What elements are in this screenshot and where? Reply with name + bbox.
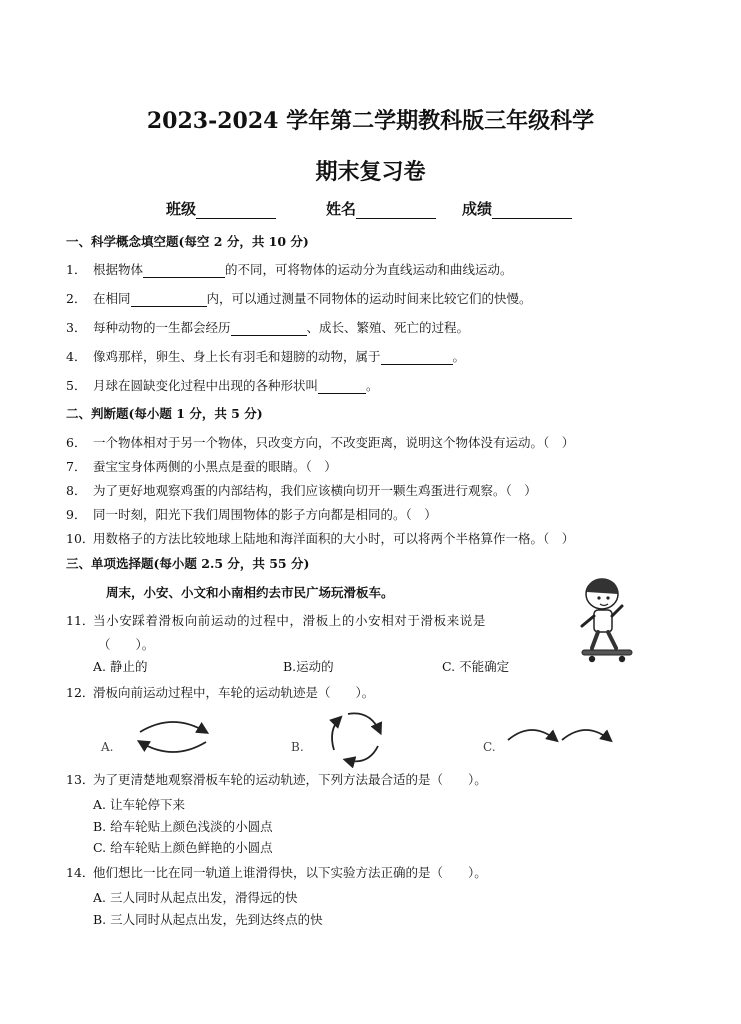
answer-blank[interactable] <box>318 393 366 394</box>
question-3: 3． 每种动物的一生都会经历 、成长、繁殖、死亡的过程。 <box>66 320 470 335</box>
title-line-2: 期末复习卷 <box>315 159 426 185</box>
q12-option-b-circle-arrows-icon[interactable] <box>326 708 386 768</box>
question-10: 10．用数格子的方法比较地球上陆地和海洋面积的大小时，可以将两个半格算作一格。（ ） <box>66 531 575 546</box>
q13-option-b[interactable]: B. 给车轮贴上颜色浅淡的小圆点 <box>93 819 273 834</box>
section-3-intro: 周末，小安、小文和小南相约去市民广场玩滑板车。 <box>106 585 394 600</box>
answer-blank[interactable] <box>131 306 207 307</box>
question-8: 8． 为了更好地观察鸡蛋的内部结构，我们应该横向切开一颗生鸡蛋进行观察。（ ） <box>66 483 537 498</box>
q12-label-a[interactable]: A. <box>101 740 114 754</box>
question-9: 9． 同一时刻，阳光下我们周围物体的影子方向都是相同的。（ ） <box>66 507 437 522</box>
question-4: 4． 像鸡那样，卵生、身上长有羽毛和翅膀的动物，属于 。 <box>66 349 466 364</box>
q12-option-a-ellipse-arrows-icon[interactable] <box>128 716 218 756</box>
question-12: 12．滑板向前运动过程中，车轮的运动轨迹是（ ）。 <box>66 685 375 700</box>
section-1-heading: 一、科学概念填空题(每空 2 分，共 10 分) <box>66 234 309 249</box>
section-3-heading: 三、单项选择题(每小题 2.5 分，共 55 分) <box>66 556 310 571</box>
answer-blank[interactable] <box>231 335 307 336</box>
question-11-continuation: （ ）。 <box>98 637 155 652</box>
q12-label-c[interactable]: C. <box>483 740 496 754</box>
question-2: 2． 在相同 内，可以通过测量不同物体的运动时间来比较它们的快慢。 <box>66 291 532 306</box>
score-label: 成绩 <box>462 200 493 218</box>
score-field <box>462 198 572 219</box>
q11-option-c[interactable]: C. 不能确定 <box>442 659 510 674</box>
question-13: 13．为了更清楚地观察滑板车轮的运动轨迹，下列方法最合适的是（ ）。 <box>66 772 487 787</box>
q14-option-b[interactable]: B. 三人同时从起点出发，先到达终点的快 <box>93 912 323 927</box>
question-6: 6． 一个物体相对于另一个物体，只改变方向，不改变距离，说明这个物体没有运动。（ ） <box>66 435 575 450</box>
q11-option-a[interactable]: A. 静止的 <box>93 659 148 674</box>
name-field <box>326 198 436 219</box>
question-7: 7． 蚕宝宝身体两侧的小黑点是蚕的眼睛。（ ） <box>66 459 337 474</box>
class-field <box>166 198 276 219</box>
class-label: 班级 <box>166 200 197 218</box>
class-blank[interactable] <box>196 218 276 219</box>
q13-option-a[interactable]: A. 让车轮停下来 <box>93 797 185 812</box>
q14-option-a[interactable]: A. 三人同时从起点出发，滑得远的快 <box>93 890 298 905</box>
section-2-heading: 二、判断题(每小题 1 分，共 5 分) <box>66 406 263 421</box>
q12-label-b[interactable]: B. <box>291 740 304 754</box>
q11-option-b[interactable]: B.运动的 <box>283 659 334 674</box>
question-11: 11．当小安踩着滑板向前运动的过程中，滑板上的小安相对于滑板来说是 <box>66 613 487 628</box>
q13-option-c[interactable]: C. 给车轮贴上颜色鲜艳的小圆点 <box>93 840 273 855</box>
title-line-1: 2023-2024 学年第二学期教科版三年级科学 <box>146 108 595 134</box>
answer-blank[interactable] <box>143 277 225 278</box>
name-label: 姓名 <box>326 200 357 218</box>
answer-blank[interactable] <box>381 364 453 365</box>
question-5: 5． 月球在圆缺变化过程中出现的各种形状叫 。 <box>66 378 379 393</box>
q12-option-c-arc-arrows-icon[interactable] <box>504 720 616 748</box>
score-blank[interactable] <box>492 218 572 219</box>
question-14: 14．他们想比一比在同一轨道上谁滑得快，以下实验方法正确的是（ ）。 <box>66 865 487 880</box>
name-blank[interactable] <box>356 218 436 219</box>
skateboarder-illustration <box>578 576 638 666</box>
question-1: 1． 根据物体 的不同，可将物体的运动分为直线运动和曲线运动。 <box>66 262 513 277</box>
